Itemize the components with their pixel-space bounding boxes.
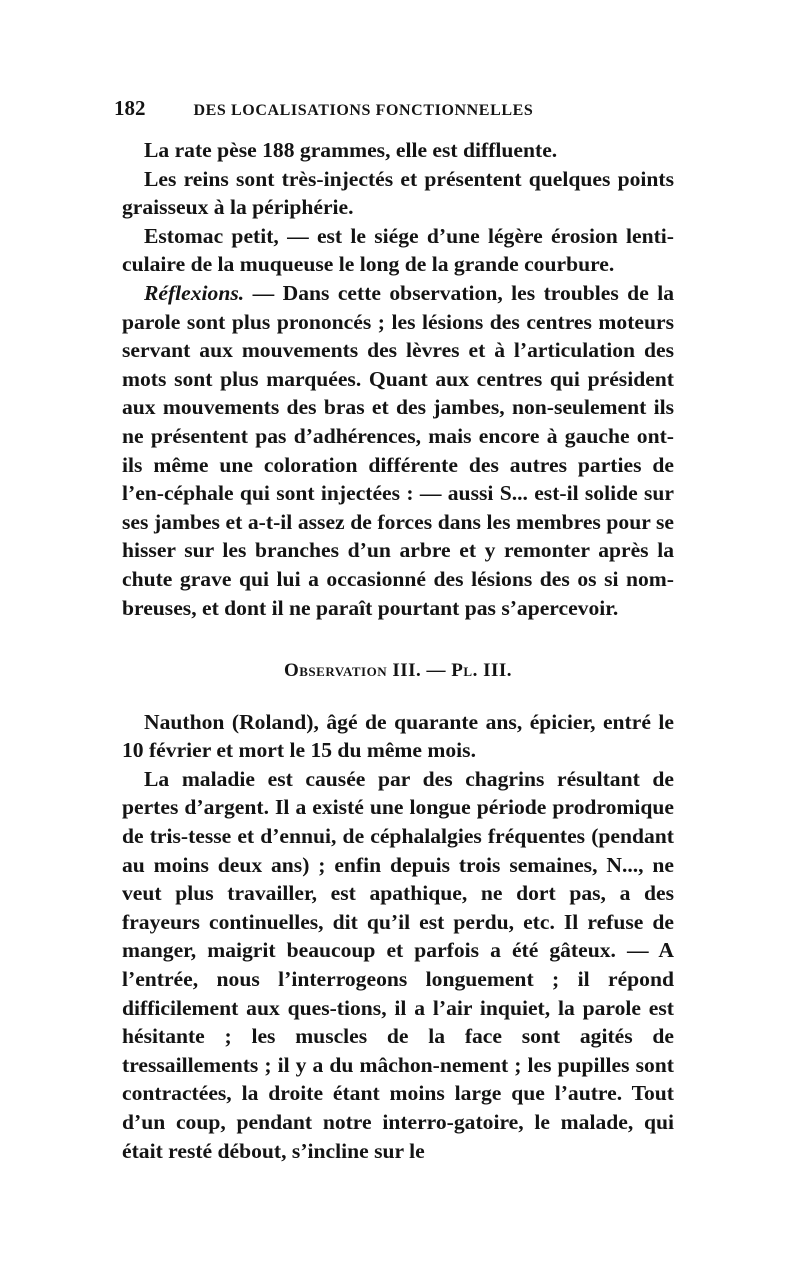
paragraph-patient: Nauthon (Roland), âgé de quarante ans, épicier, entré le 10 février et mort le 15 du même mois.: [122, 709, 674, 763]
page-body: [122, 136, 674, 1165]
observation-heading: Observation III. — Pl. III.: [283, 660, 513, 682]
reflexions-lead: Réflexions.: [144, 280, 245, 305]
page-number: 182: [114, 96, 146, 120]
page-header: [114, 96, 674, 126]
paragraph-history: La maladie est causée par des chagrins résultant de pertes d’argent. Il a existé une longue période prodromique de tris-tesse et d’ennui, de céphalalgies fréquentes (pendant au moins deux ans) ; enfin depuis trois semaines, N..., ne veut plus travailler, est apathique, ne dort pas, a des frayeurs continuelles, dit qu’il est perdu, etc. Il refuse de manger, maigrit beaucoup et parfois a été gâteux. — A l’entrée, nous l’interrogeons longuement ; il répond difficilement aux ques-tions, il a l’air inquiet, la parole est hésitante ; les muscles de la face sont agités de tressaillements ; il y a du mâchon-nement ; les pupilles sont contractées, la droite étant moins large que l’autre. Tout d’un coup, pendant notre interro-gatoire, le malade, qui était resté débout, s’incline sur le: [122, 766, 674, 1163]
paragraph-reflexions: Réflexions. — Dans cette observation, les troubles de la parole sont plus prononcés ; les lésions des centres moteurs servant aux mouvements des lèvres et à l’articulation des mots sont plus marquées. Quant aux centres qui président aux mouvements des bras et des jambes, non-seulement ils ne présentent pas d’adhérences, mais encore à gauche ont-ils même une coloration différente des autres parties de l’en-céphale qui sont injectées : — aussi S... est-il solide sur ses jambes et a-t-il assez de forces dans les membres pour se hisser sur les branches d’un arbre et y remonter après la chute grave qui lui a occasionné des lésions des os si nom-breuses, et dont il ne paraît pourtant pas s’apercevoir.: [122, 280, 674, 620]
paragraph-spleen: La rate pèse 188 grammes, elle est diffluente.: [144, 138, 558, 162]
paragraph-stomach: Estomac petit, — est le siége d’une légère érosion lenti-culaire de la muqueuse le long de la grande courbure.: [122, 223, 674, 277]
book-page: [114, 96, 674, 1165]
running-head: DES LOCALISATIONS FONCTIONNELLES: [193, 102, 534, 119]
paragraph-kidneys: Les reins sont très-injectés et présentent quelques points graisseux à la périphérie.: [122, 166, 674, 220]
